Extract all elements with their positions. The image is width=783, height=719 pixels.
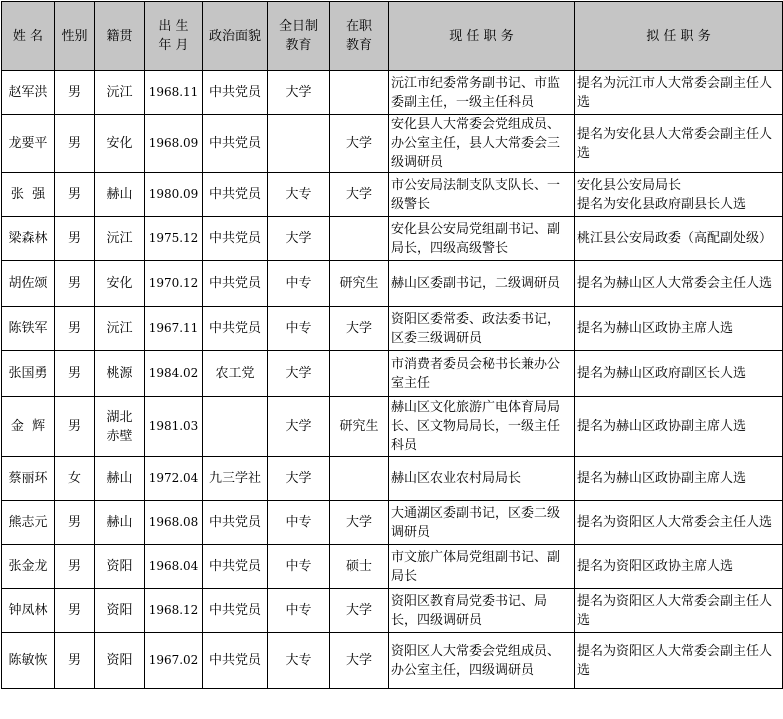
cell-gender: 男	[55, 173, 95, 217]
cell-name: 金 辉	[2, 397, 55, 457]
cell-proposed-post: 提名为资阳区政协主席人选	[575, 545, 783, 589]
table-row	[2, 545, 783, 589]
header-row	[2, 2, 783, 71]
cell-party	[203, 397, 268, 457]
cell-fulltime-edu: 大专	[268, 633, 330, 689]
cell-proposed-post: 提名为赫山区政协副主席人选	[575, 397, 783, 457]
header-birth: 出 生 年 月	[145, 2, 203, 71]
cell-current-post: 赫山区委副书记，二级调研员	[389, 261, 575, 307]
cell-inservice-edu: 硕士	[330, 545, 389, 589]
cell-origin: 资阳	[95, 589, 145, 633]
cell-party: 九三学社	[203, 457, 268, 501]
cell-fulltime-edu: 中专	[268, 545, 330, 589]
cell-birth: 1981.03	[145, 397, 203, 457]
table-row	[2, 71, 783, 115]
cell-birth: 1984.02	[145, 351, 203, 397]
cell-proposed-post: 提名为资阳区人大常委会副主任人选	[575, 589, 783, 633]
cell-origin: 桃源	[95, 351, 145, 397]
table-row	[2, 261, 783, 307]
cell-gender: 男	[55, 261, 95, 307]
cell-birth: 1980.09	[145, 173, 203, 217]
cell-fulltime-edu: 中专	[268, 589, 330, 633]
cell-fulltime-edu: 大学	[268, 217, 330, 261]
cell-birth: 1968.09	[145, 115, 203, 173]
cell-current-post: 市消费者委员会秘书长兼办公室主任	[389, 351, 575, 397]
cell-origin: 资阳	[95, 633, 145, 689]
table-row	[2, 217, 783, 261]
cell-fulltime-edu: 大学	[268, 71, 330, 115]
cell-name: 胡佐颂	[2, 261, 55, 307]
cell-proposed-post: 提名为资阳区人大常委会副主任人选	[575, 633, 783, 689]
cell-name: 张 强	[2, 173, 55, 217]
cell-fulltime-edu: 大学	[268, 457, 330, 501]
cell-origin: 资阳	[95, 545, 145, 589]
cell-name: 陈铁军	[2, 307, 55, 351]
cell-name: 钟凤林	[2, 589, 55, 633]
cell-party: 中共党员	[203, 115, 268, 173]
cell-proposed-post: 提名为赫山区人大常委会主任人选	[575, 261, 783, 307]
cell-birth: 1975.12	[145, 217, 203, 261]
cell-fulltime-edu: 中专	[268, 501, 330, 545]
cell-party: 中共党员	[203, 217, 268, 261]
cell-fulltime-edu: 大学	[268, 397, 330, 457]
cell-proposed-post: 提名为沅江市人大常委会副主任人选	[575, 71, 783, 115]
cell-gender: 男	[55, 633, 95, 689]
cell-party: 中共党员	[203, 261, 268, 307]
cell-birth: 1968.04	[145, 545, 203, 589]
cell-inservice-edu: 研究生	[330, 261, 389, 307]
table-row	[2, 457, 783, 501]
cell-name: 赵军洪	[2, 71, 55, 115]
cell-current-post: 市文旅广体局党组副书记、副局长	[389, 545, 575, 589]
cell-birth: 1968.11	[145, 71, 203, 115]
table-row	[2, 115, 783, 173]
cell-inservice-edu: 研究生	[330, 397, 389, 457]
cell-proposed-post: 提名为赫山区政协主席人选	[575, 307, 783, 351]
cell-party: 农工党	[203, 351, 268, 397]
cell-name: 张金龙	[2, 545, 55, 589]
cell-gender: 男	[55, 115, 95, 173]
cell-fulltime-edu: 大学	[268, 351, 330, 397]
cell-name: 陈敏恢	[2, 633, 55, 689]
cell-origin: 安化	[95, 261, 145, 307]
cell-gender: 女	[55, 457, 95, 501]
table-row	[2, 633, 783, 689]
cell-inservice-edu: 大学	[330, 633, 389, 689]
cell-fulltime-edu	[268, 115, 330, 173]
cell-name: 龙要平	[2, 115, 55, 173]
cell-proposed-post: 提名为安化县人大常委会副主任人选	[575, 115, 783, 173]
cell-gender: 男	[55, 351, 95, 397]
cell-party: 中共党员	[203, 633, 268, 689]
header-inservice-edu: 在职 教育	[330, 2, 389, 71]
cell-origin: 沅江	[95, 217, 145, 261]
cell-inservice-edu	[330, 457, 389, 501]
cell-current-post: 大通湖区委副书记，区委二级调研员	[389, 501, 575, 545]
cell-current-post: 赫山区文化旅游广电体育局局长、区文物局局长，一级主任科员	[389, 397, 575, 457]
header-fulltime-edu: 全日制 教育	[268, 2, 330, 71]
cell-name: 蔡丽环	[2, 457, 55, 501]
cell-inservice-edu: 大学	[330, 589, 389, 633]
cell-proposed-post: 提名为赫山区政协副主席人选	[575, 457, 783, 501]
cell-fulltime-edu: 大专	[268, 173, 330, 217]
cell-birth: 1972.04	[145, 457, 203, 501]
cell-party: 中共党员	[203, 589, 268, 633]
cell-origin: 赫山	[95, 457, 145, 501]
cell-name: 张国勇	[2, 351, 55, 397]
header-name: 姓 名	[2, 2, 55, 71]
cell-inservice-edu: 大学	[330, 307, 389, 351]
table-row	[2, 351, 783, 397]
table-row	[2, 173, 783, 217]
table-row	[2, 397, 783, 457]
table-row	[2, 501, 783, 545]
cell-party: 中共党员	[203, 173, 268, 217]
cell-current-post: 安化县人大常委会党组成员、办公室主任，县人大常委会三级调研员	[389, 115, 575, 173]
cell-gender: 男	[55, 397, 95, 457]
cell-origin: 沅江	[95, 71, 145, 115]
cell-origin: 安化	[95, 115, 145, 173]
table-body	[2, 71, 783, 689]
cell-party: 中共党员	[203, 71, 268, 115]
cell-birth: 1967.02	[145, 633, 203, 689]
cell-inservice-edu: 大学	[330, 115, 389, 173]
cell-gender: 男	[55, 589, 95, 633]
cell-origin: 湖北 赤壁	[95, 397, 145, 457]
cell-inservice-edu	[330, 217, 389, 261]
cell-name: 熊志元	[2, 501, 55, 545]
cell-party: 中共党员	[203, 545, 268, 589]
cell-origin: 沅江	[95, 307, 145, 351]
header-current-post: 现 任 职 务	[389, 2, 575, 71]
cell-birth: 1970.12	[145, 261, 203, 307]
cell-inservice-edu: 大学	[330, 173, 389, 217]
cell-current-post: 赫山区农业农村局局长	[389, 457, 575, 501]
cadre-table	[1, 1, 783, 689]
cell-current-post: 资阳区人大常委会党组成员、办公室主任，四级调研员	[389, 633, 575, 689]
table-row	[2, 307, 783, 351]
cell-current-post: 安化县公安局党组副书记、副局长，四级高级警长	[389, 217, 575, 261]
header-proposed-post: 拟 任 职 务	[575, 2, 783, 71]
cell-gender: 男	[55, 501, 95, 545]
header-party: 政治面貌	[203, 2, 268, 71]
cell-current-post: 沅江市纪委常务副书记、市监委副主任，一级主任科员	[389, 71, 575, 115]
cell-birth: 1967.11	[145, 307, 203, 351]
header-origin: 籍贯	[95, 2, 145, 71]
cell-proposed-post: 安化县公安局局长 提名为安化县政府副县长人选	[575, 173, 783, 217]
cell-birth: 1968.08	[145, 501, 203, 545]
cell-proposed-post: 提名为赫山区政府副区长人选	[575, 351, 783, 397]
cell-inservice-edu	[330, 351, 389, 397]
cell-party: 中共党员	[203, 501, 268, 545]
cell-gender: 男	[55, 71, 95, 115]
cell-fulltime-edu: 中专	[268, 261, 330, 307]
cell-current-post: 资阳区委常委、政法委书记，区委三级调研员	[389, 307, 575, 351]
cell-inservice-edu	[330, 71, 389, 115]
cell-fulltime-edu: 中专	[268, 307, 330, 351]
cell-birth: 1968.12	[145, 589, 203, 633]
cell-proposed-post: 桃江县公安局政委（高配副处级）	[575, 217, 783, 261]
cell-proposed-post: 提名为资阳区人大常委会主任人选	[575, 501, 783, 545]
cell-current-post: 市公安局法制支队支队长、一级警长	[389, 173, 575, 217]
cell-party: 中共党员	[203, 307, 268, 351]
cell-name: 梁森林	[2, 217, 55, 261]
table-row	[2, 589, 783, 633]
cell-origin: 赫山	[95, 501, 145, 545]
cell-current-post: 资阳区教育局党委书记、局长，四级调研员	[389, 589, 575, 633]
cell-inservice-edu: 大学	[330, 501, 389, 545]
cell-gender: 男	[55, 545, 95, 589]
cell-gender: 男	[55, 217, 95, 261]
header-gender: 性别	[55, 2, 95, 71]
cell-origin: 赫山	[95, 173, 145, 217]
cell-gender: 男	[55, 307, 95, 351]
